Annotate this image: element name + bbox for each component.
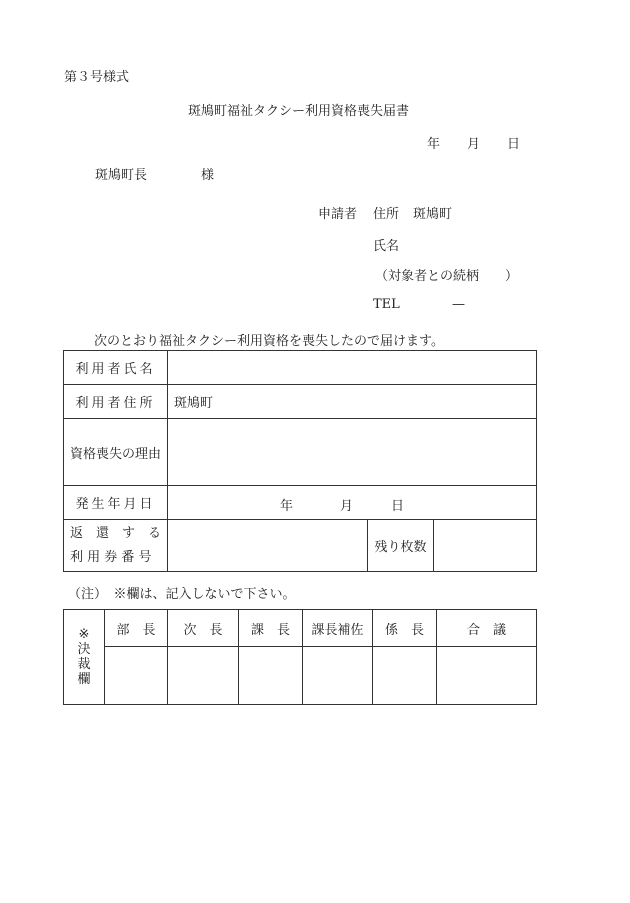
user-name-label: 利用者氏名 [64,351,168,385]
user-name-field[interactable] [168,351,537,385]
occurrence-day-label: 日 [391,499,405,514]
intro-text: 次のとおり福祉タクシー利用資格を喪失したので届けます。 [94,334,444,349]
user-address-field[interactable]: 斑鳩町 [168,385,537,419]
applicant-name-label: 氏名 [373,239,400,254]
return-ticket-row [64,520,537,572]
occurrence-month-label: 月 [340,499,354,514]
return-ticket-label-line-1: 返 還 す る [70,525,162,541]
remaining-count-label: 残り枚数 [368,520,434,572]
approval-stamp-kakaricho[interactable] [373,647,437,705]
document-title: 斑鳩町福祉タクシー利用資格喪失届書 [188,104,410,119]
applicant-address-value: 斑鳩町 [413,207,453,222]
approval-stamp-kacho[interactable] [239,647,303,705]
reason-row [64,419,537,486]
approval-side-char-3: 欄 [77,672,91,687]
approval-stamp-bucho[interactable] [105,647,168,705]
form-number: 第３号様式 [64,70,130,85]
user-address-label: 利用者住所 [64,385,168,419]
occurrence-date-field[interactable] [168,486,537,520]
date-day-label: 日 [507,137,521,152]
return-ticket-label [64,520,168,572]
approval-header-bucho: 部 長 [105,610,168,647]
occurrence-year-label: 年 [280,499,294,514]
approval-header-kacho: 課 長 [239,610,303,647]
approval-side-char-1: 決 [77,642,91,657]
return-ticket-number-field[interactable] [168,520,368,572]
approval-header-gogi: 合 議 [437,610,537,647]
date-month-label: 月 [467,137,481,152]
date-year-label: 年 [427,137,441,152]
occurrence-date-label: 発生年月日 [64,486,168,520]
user-address-row [64,385,537,419]
approval-table [63,609,537,705]
approval-stamp-jicho[interactable] [168,647,239,705]
return-ticket-label-line-2: 利 用 券 番 号 [70,549,152,565]
approval-header-jicho: 次 長 [168,610,239,647]
user-name-row [64,351,537,385]
applicant-address-label: 住所 [373,207,400,222]
reason-field[interactable] [168,419,537,486]
applicant-tel-dash: — [452,297,465,312]
remaining-count-field[interactable] [434,520,537,572]
note-text: （注） ※欄は、記入しないで下さい。 [68,587,296,602]
addressee-honorific: 様 [201,168,215,183]
applicant-relation: （対象者との続柄 ） [375,269,519,284]
main-form-table [63,350,537,572]
approval-side-char-2: 裁 [77,657,91,672]
approval-header-row [64,610,537,647]
approval-stamp-gogi[interactable] [437,647,537,705]
addressee-name: 斑鳩町長 [95,168,148,183]
approval-header-kacho-hosa: 課長補佐 [303,610,373,647]
approval-header-kakaricho: 係 長 [373,610,437,647]
approval-side-mark: ※ [78,627,90,642]
approval-side-label [64,610,105,705]
applicant-label: 申請者 [318,207,358,222]
approval-stamp-kacho-hosa[interactable] [303,647,373,705]
applicant-tel-label: TEL [373,297,400,312]
occurrence-date-row [64,486,537,520]
approval-stamp-row [64,647,537,705]
reason-label: 資格喪失の理由 [64,419,168,486]
